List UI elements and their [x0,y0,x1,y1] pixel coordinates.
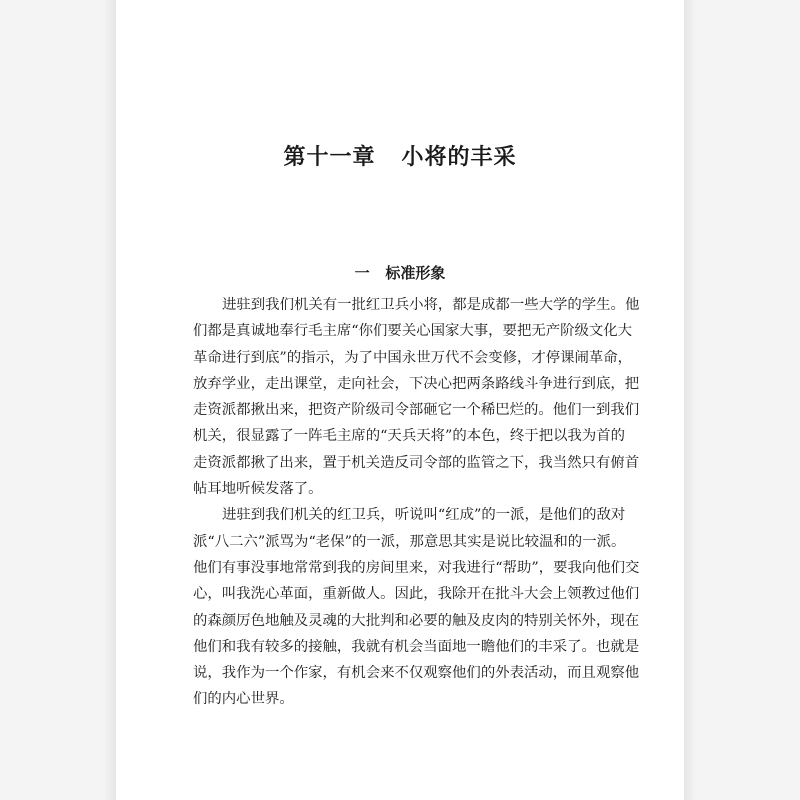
paragraph-1-line: 放弃学业，走出课堂，走向社会，下决心把两条路线斗争进行到底，把 [193,375,640,392]
paragraph-2-line: 说，我作为一个作家，有机会来不仅观察他们的外表活动，而且观察他 [193,665,640,682]
paragraph-1-line: 机关，很显露了一阵毛主席的“天兵天将”的本色，终于把以我为首的 [193,428,626,445]
paragraph-2-line: 他们和我有较多的接触，我就有机会当面地一瞻他们的丰采了。也就是 [193,638,640,655]
paragraph-2-line: 心，叫我洗心革面，重新做人。因此，我除开在批斗大会上领教过他们 [193,586,640,603]
paragraph-2-line: 派“八二六”派骂为“老保”的一派，那意思其实是说比较温和的一派。 [193,533,626,550]
body-text [193,292,640,713]
paragraph-1-line: 进驻到我们机关有一批红卫兵小将，都是成都一些大学的学生。他 [222,297,640,313]
paragraph-2-line: 他们有事没事地常常到我的房间里来，对我进行“帮助”，要我向他们交 [193,559,640,576]
section-title: 一 标准形象 [354,264,446,282]
paragraph-2-line: 的森颜厉色地触及灵魂的大批判和必要的触及皮肉的特别关怀外，现在 [193,612,640,629]
paragraph-1-line: 走资派都揪了出来，置于机关造反司令部的监管之下，我当然只有俯首 [193,454,640,471]
paragraph-1-line: 们都是真诚地奉行毛主席“你们要关心国家大事，要把无产阶级文化大 [193,323,633,340]
page-shadow-right [684,0,696,800]
paragraph-1-line: 帖耳地听候发落了。 [193,481,323,498]
paragraph-1-line: 革命进行到底”的指示，为了中国永世万代不会变修，才停课闹革命， [193,349,633,366]
paragraph-2-line: 们的内心世界。 [193,691,294,708]
book-page [116,0,684,800]
chapter-title: 第十一章 小将的丰采 [283,144,517,170]
paragraph-1-line: 走资派都揪出来，把资产阶级司令部砸它一个稀巴烂的。他们一到我们 [193,402,640,419]
page-shadow-left [104,0,116,800]
paragraph-2-line: 进驻到我们机关的红卫兵，听说叫“红成”的一派，是他们的敌对 [222,507,626,524]
